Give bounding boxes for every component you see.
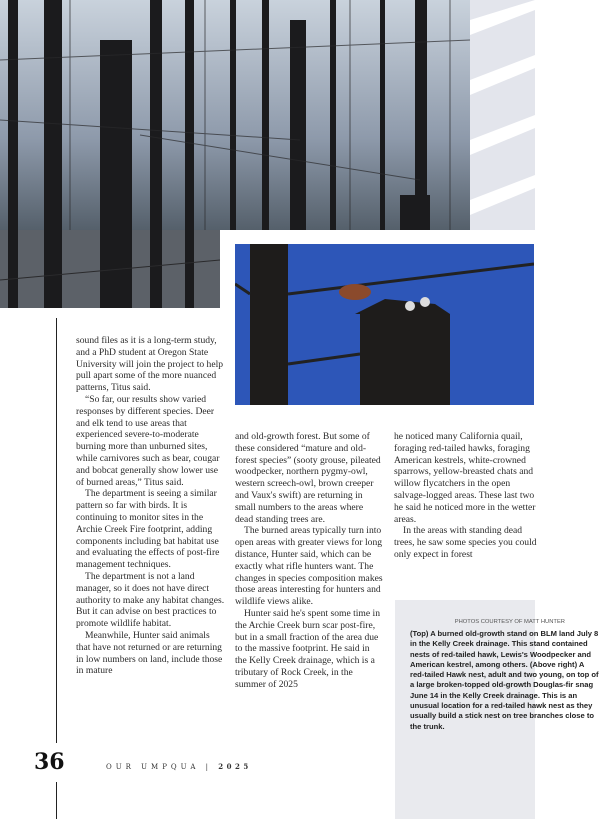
footer-separator: | — [205, 763, 212, 771]
paragraph: In the areas with standing dead trees, he saw some species you could only expect in forest — [394, 525, 537, 560]
photo-caption: (Top) A burned old-growth stand on BLM land July 8 in the Kelly Creek drainage. This stand contained nests of red-tailed hawk, Lewis's Woodpecker and American kestrel, among others. (Above right) A red-tailed Hawk nest, adult and two young, on top of a large broken-topped old-growth Douglas-fir snag June 14 in the Kelly Creek drainage. This is an unusual location for a red-tailed hawk nest as they usually build a stick nest on tree branches close to the trunk. — [410, 629, 599, 731]
page-number: 36 — [34, 749, 65, 775]
article-column-3 — [394, 431, 538, 561]
column-rule — [56, 318, 57, 743]
paragraph: Hunter said he's spent some time in the Archie Creek burn scar post-fire, but in a small fraction of the area due to the massive footprint. He said in the Kelly Creek drainage, which is a tributary of Rock Creek, in the summer of 2025 — [235, 607, 381, 690]
paragraph: The burned areas typically turn into open areas with greater views for long distance, Hunter said, which can be exactly what rifle hunters want. The changes in species composition makes those areas interesting for hunters and wildlife views alike. — [235, 525, 383, 608]
burned-forest-photo — [0, 0, 470, 230]
paragraph: “So far, our results show varied responses by different species. Deer and elk tend to use areas that experienced severe-to-moderate burning more than unburned sites, while carnivores such as bear, cougar and bobcat generally show lower use of burned areas,” Titus said. — [76, 393, 220, 488]
photo-credit: PHOTOS COURTESY OF MATT HUNTER — [454, 619, 565, 625]
publication-name: OUR UMPQUA — [106, 763, 200, 771]
article-column-2 — [235, 431, 383, 691]
paragraph: and old-growth forest. But some of these considered “mature and old-forest species” (sooty grouse, pileated woodpecker, northern pygmy-owl, western screech-owl, brown creeper and Vaux's swift) are returning in small numbers to the areas where dead standing trees are. — [235, 431, 381, 525]
running-footer — [106, 762, 252, 772]
article-column-1 — [76, 335, 226, 677]
paragraph: he noticed many California quail, foraging red-tailed hawks, foraging American kestrels, white-crowned sparrows, yellow-breasted chats and willow flycatchers in the open salvage-logged areas. These last two he said he noticed more in the wetter areas. — [394, 431, 536, 525]
paragraph: The department is seeing a similar pattern so far with birds. It is continuing to monitor sites in the Archie Creek Fire footprint, adding components including bat habitat use and evaluating the effects of post-fire management techniques. — [76, 488, 220, 571]
footer-year: 2025 — [218, 762, 252, 771]
paragraph: Meanwhile, Hunter said animals that have not returned or are returning in low numbers on land, include those in mature — [76, 629, 223, 677]
hawk-nest-photo — [235, 244, 534, 405]
paragraph: The department is not a land manager, so it does not have direct authority to make any habitat changes. But it can advise on best practices to promote wildlife habitat. — [76, 570, 225, 630]
paragraph: sound files as it is a long-term study, and a PhD student at Oregon State University will join the project to help pull apart some of the more nuanced patterns, Titus said. — [76, 335, 224, 394]
burned-forest-photo-lower — [0, 230, 220, 308]
decorative-stripes — [470, 0, 535, 230]
column-rule — [56, 782, 57, 819]
